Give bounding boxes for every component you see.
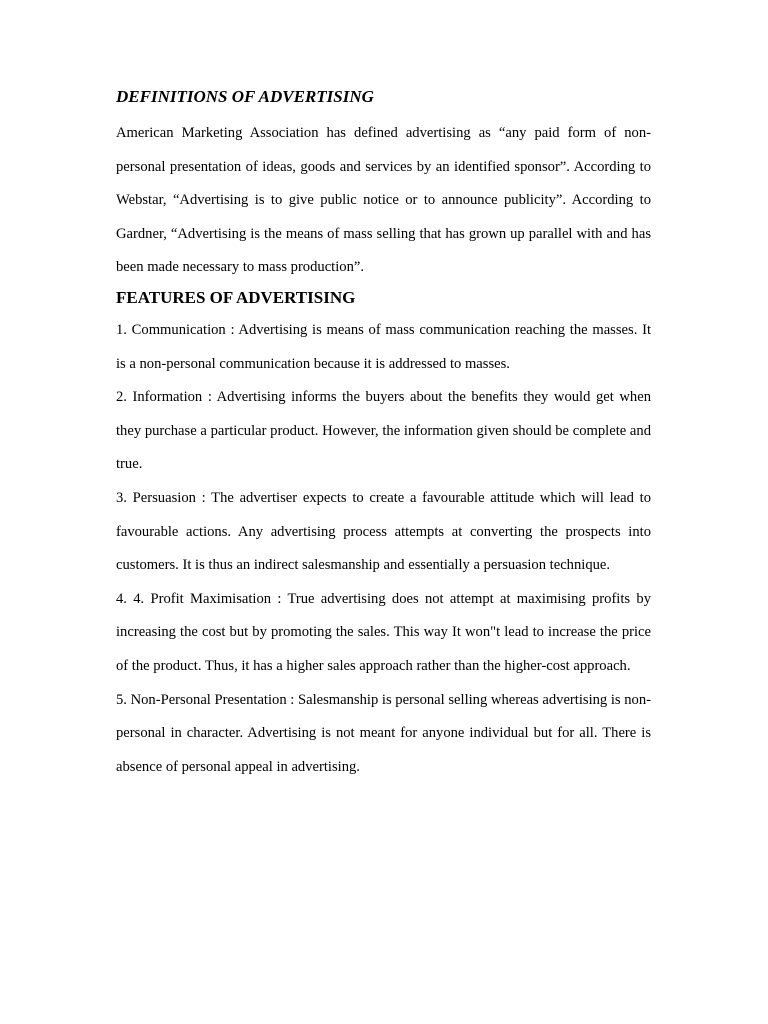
spacer bbox=[116, 110, 651, 117]
feature-information: 2. Information : Advertising informs the buyers about the benefits they would get when they purchase a particular product. However, the information given should be complete and true. bbox=[116, 389, 651, 473]
heading-features: FEATURES OF ADVERTISING bbox=[116, 287, 356, 307]
heading-definitions: DEFINITIONS OF ADVERTISING bbox=[116, 87, 374, 106]
feature-persuasion: 3. Persuasion : The advertiser expects to create a favourable attitude which will lead to favourable actions. Any advertising process attempts at converting the prospects into customers. It is thus an indirect salesmanship and essentially a persuasion technique. bbox=[116, 489, 651, 574]
definitions-paragraph: American Marketing Association has defined advertising as “any paid form of non-personal presentation of ideas, goods and services by an identified sponsor”. According to Webstar, “Advertising is to give public notice or to announce publicity”. According to Gardner, “Advertising is the means of mass selling that has grown up parallel with and has been made necessary to mass production”. bbox=[116, 125, 651, 276]
feature-profit-maximisation: 4. 4. Profit Maximisation : True advertising does not attempt at maximising profits by increasing the cost but by promoting the sales. This way It won"t lead to increase the price of the product. Thus, it has a higher sales approach rather than the higher-cost approach. bbox=[116, 590, 651, 674]
document-page bbox=[116, 84, 651, 784]
feature-communication: 1. Communication : Advertising is means of mass communication reaching the masses. It is a non-personal communication because it is addressed to masses. bbox=[116, 321, 651, 372]
feature-non-personal-presentation: 5. Non-Personal Presentation : Salesmanship is personal selling whereas advertising is non-personal in character. Advertising is not meant for anyone individual but for all. There is absence of personal appeal in advertising. bbox=[116, 691, 652, 775]
